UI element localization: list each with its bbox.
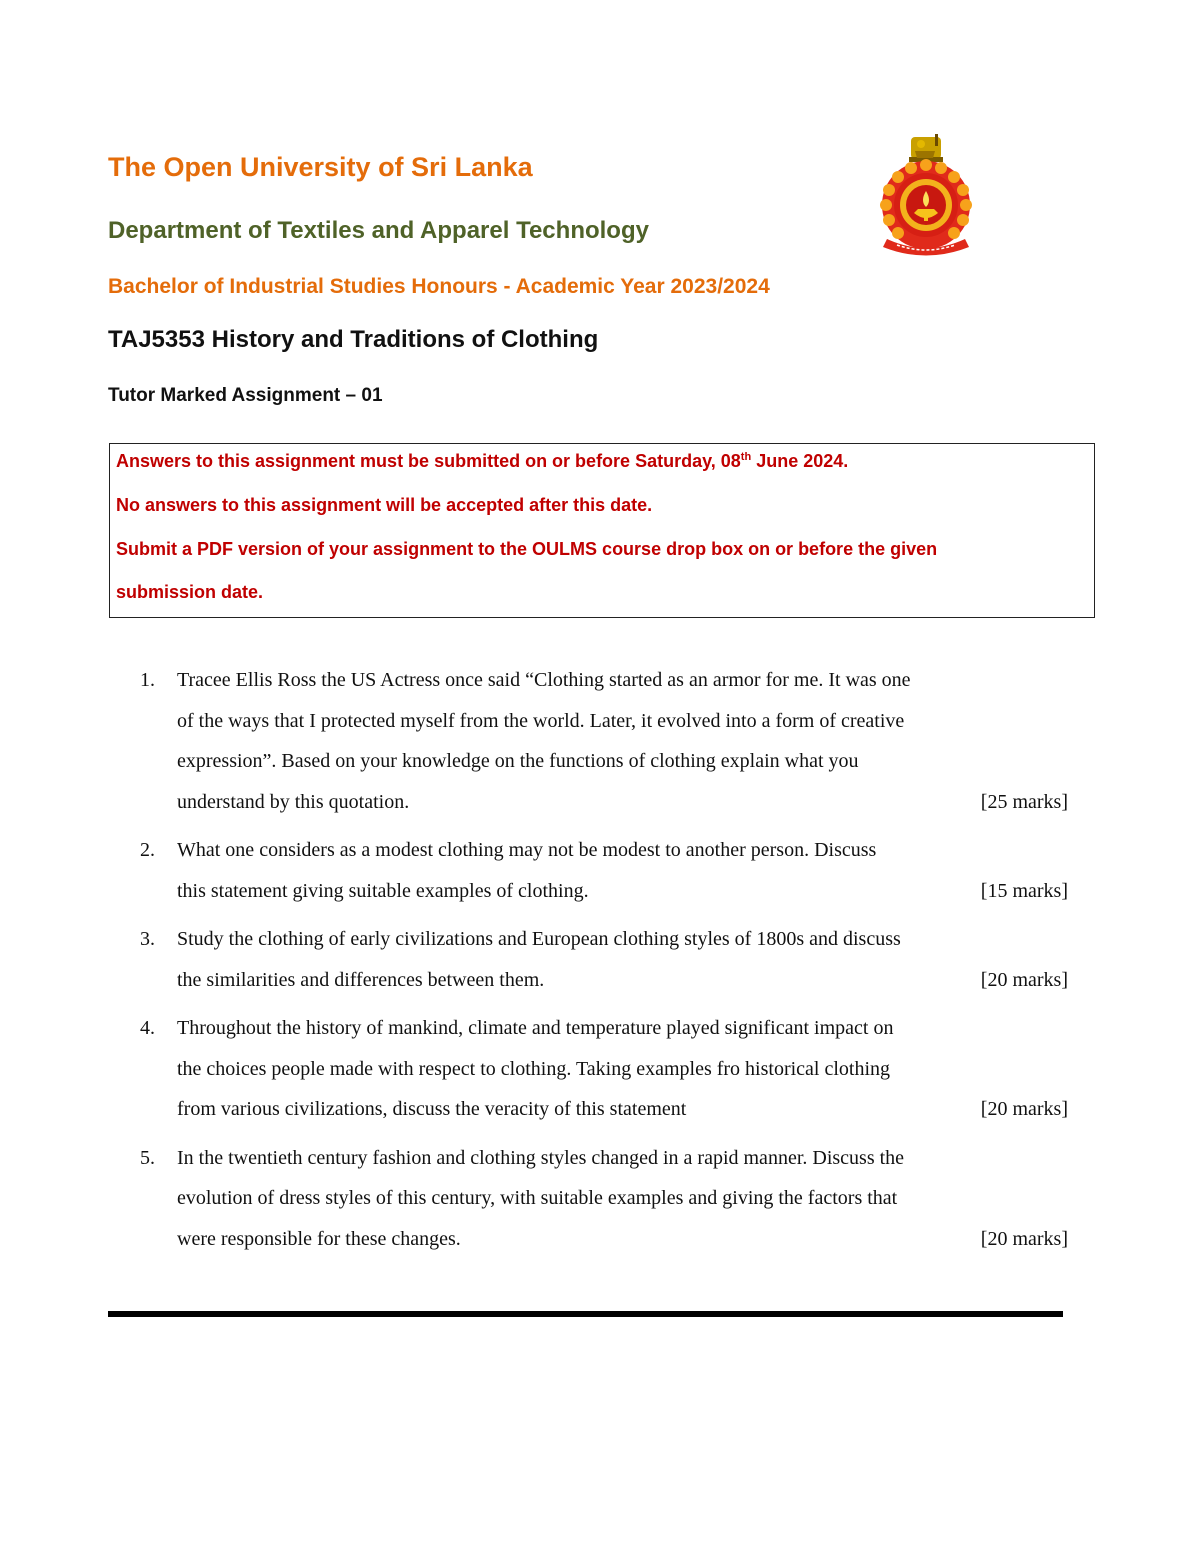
question-number: 4. [140, 1017, 155, 1039]
question-marks: [25 marks] [980, 790, 1068, 813]
course-title: TAJ5353 History and Traditions of Clothing [108, 326, 599, 353]
question-item [140, 919, 1100, 1000]
closing-horizontal-rule [108, 1311, 1063, 1317]
question-text-line: from various civilizations, discuss the veracity of this statement [20 marks] [140, 1089, 1100, 1130]
question-marks: [20 marks] [980, 1227, 1068, 1250]
question-marks: [20 marks] [980, 968, 1068, 991]
question-text-line: In the twentieth century fashion and clothing styles changed in a rapid manner. Discuss the [177, 1146, 905, 1169]
university-crest-icon [873, 131, 979, 257]
question-text-line: understand by this quotation. [25 marks] [140, 782, 1100, 823]
question-number: 3. [140, 928, 155, 950]
question-text-line: What one considers as a modest clothing may not be modest to another person. Discuss [177, 839, 877, 861]
programme-title: Bachelor of Industrial Studies Honours - Academic Year 2023/2024 [108, 275, 770, 298]
question-item [140, 1008, 1100, 1130]
submission-notice-box [109, 443, 1095, 618]
question-item [140, 660, 1100, 822]
question-text-line: of the ways that I protected myself from the world. Later, it evolved into a form of creative [177, 709, 905, 732]
question-number: 5. [140, 1146, 155, 1169]
notice-late-policy: No answers to this assignment will be accepted after this date. [116, 495, 653, 515]
question-item [140, 830, 1100, 911]
question-item [140, 1138, 1100, 1260]
question-marks: [20 marks] [980, 1098, 1068, 1120]
notice-deadline: Answers to this assignment must be submitted on or before Saturday, 08th June 2024. [116, 451, 849, 471]
question-text-line: this statement giving suitable examples of clothing. [15 marks] [140, 871, 1100, 912]
question-text-line: Tracee Ellis Ross the US Actress once said “Clothing started as an armor for me. It was one [177, 669, 911, 691]
notice-submission-instruction-continued: submission date. [116, 582, 264, 602]
question-text-line: Study the clothing of early civilizations and European clothing styles of 1800s and discuss [177, 928, 901, 950]
department-title: Department of Textiles and Apparel Technology [108, 217, 649, 244]
question-text-line: the choices people made with respect to clothing. Taking examples fro historical clothing [177, 1057, 891, 1080]
lion-emblem-icon [909, 134, 943, 162]
question-list [140, 660, 1100, 1267]
notice-submission-instruction: Submit a PDF version of your assignment to the OULMS course drop box on or before the given [116, 539, 938, 559]
question-text-line: Throughout the history of mankind, climate and temperature played significant impact on [177, 1017, 894, 1039]
question-number: 1. [140, 669, 155, 691]
question-text-line: expression”. Based on your knowledge on the functions of clothing explain what you [177, 750, 859, 772]
question-text-line: were responsible for these changes. [20 marks] [140, 1219, 1100, 1260]
university-title: The Open University of Sri Lanka [108, 152, 533, 182]
question-marks: [15 marks] [980, 879, 1068, 902]
question-text-line: the similarities and differences between them. [20 marks] [140, 960, 1100, 1001]
assignment-title: Tutor Marked Assignment – 01 [108, 385, 383, 406]
question-text-line: evolution of dress styles of this century, with suitable examples and giving the factors that [177, 1187, 898, 1209]
question-number: 2. [140, 839, 155, 861]
